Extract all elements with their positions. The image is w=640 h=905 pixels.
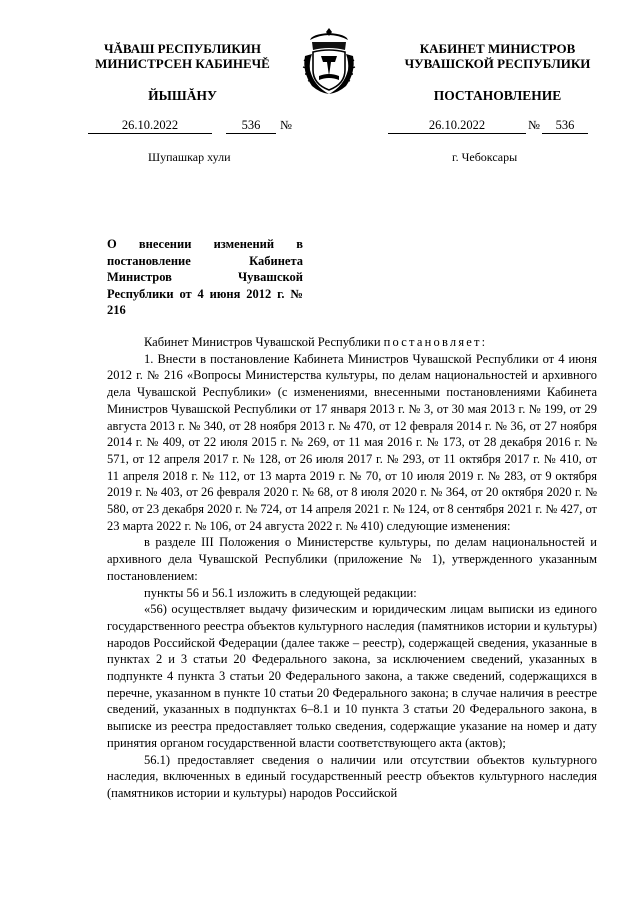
paragraph-2: в разделе III Положения о Министерстве культуры, по делам национальностей и архивного дела Чувашской Республики (приложение № 1), утвержденного указанным постановлением:: [107, 535, 597, 583]
number-sign-russian: №: [528, 118, 540, 132]
date-number-line-chuvash: [88, 118, 298, 134]
number-sign-chuvash: №: [280, 118, 292, 132]
date-russian: 26.10.2022: [388, 118, 526, 134]
issuer-russian-header: [380, 41, 615, 71]
date-chuvash: 26.10.2022: [88, 118, 212, 134]
issuer-chuvash-line1: ЧĂВАШ РЕСПУБЛИКИН: [103, 41, 262, 56]
number-chuvash: 536: [226, 118, 276, 134]
intro-decree-word: постановляет:: [383, 335, 488, 349]
intro-lead: Кабинет Министров Чувашской Республики: [144, 335, 384, 349]
issuer-russian-line1: КАБИНЕТ МИНИСТРОВ: [419, 41, 576, 56]
intro-paragraph: [107, 334, 597, 351]
place-chuvash: Шупашкар хули: [148, 150, 231, 164]
doctype-russian: ПОСТАНОВЛЕНИЕ: [433, 88, 562, 103]
paragraph-1: 1. Внести в постановление Кабинета Министров Чувашской Республики от 4 июня 2012 г. № 216 «Вопросы Министерства культуры, по делам национальностей и архивного дела Чувашской Республики» (с изменениями, внесенными постановлениями Кабинета Министров Чувашской Республики от 17 января 2013 г. № 3, от 30 мая 2013 г. № 199, от 29 августа 2013 г. № 340, от 28 ноября 2013 г. № 470, от 12 февраля 2014 г. № 36, от 27 ноября 2014 г. № 409, от 22 июля 2015 г. № 269, от 11 мая 2016 г. № 173, от 28 декабря 2016 г. № 571, от 12 апреля 2017 г. № 128, от 26 июля 2017 г. № 293, от 11 октября 2017 г. № 410, от 11 апреля 2018 г. № 112, от 13 марта 2019 г. № 70, от 10 июля 2019 г. № 283, от 9 октября 2019 г. № 403, от 26 февраля 2020 г. № 68, от 8 июля 2020 г. № 364, от 20 октября 2020 г. № 580, от 23 декабря 2020 г. № 724, от 14 апреля 2021 г. № 124, от 8 сентября 2021 г. № 427, от 23 марта 2022 г. № 106, от 24 августа 2022 г. № 410) следующие изменения:: [107, 351, 597, 533]
paragraph-3: пункты 56 и 56.1 изложить в следующей редакции:: [144, 585, 417, 600]
document-body: [107, 334, 597, 802]
paragraph-4: «56) осуществляет выдачу физическим и юридическим лицам выписки из единого государственного реестра объектов культурного наследия (памятников истории и культуры) народов Российской Федерации (далее также – реестр), содержащей сведения, указанные в пунктах 2 и 3 статьи 20 Федерального закона, за исключением сведений, указанных в подпункте 4 пункта 3 статьи 20 Федерального закона, а также сведений, содержащихся в перечне, указанном в пункте 10 статьи 20 Федерального закона; в случае наличия в реестре сведений, указанных в подпунктах 6–8.1 и 10 пункта 3 статьи 20 Федерального закона, в выписке из реестра предоставляет только сведения, содержащие указание на номер и дату принятия органом государственной власти соответствующего акта (актов);: [107, 602, 597, 750]
number-russian: 536: [542, 118, 588, 134]
place-russian: г. Чебоксары: [452, 150, 518, 164]
issuer-chuvash-header: [80, 41, 285, 71]
doctype-chuvash: ЙЫШĂНУ: [148, 88, 217, 103]
coat-of-arms-emblem-icon: [302, 26, 356, 96]
paragraph-5: 56.1) предоставляет сведения о наличии или отсутствии объектов культурного наследия, включенных в единый государственный реестр объектов культурного наследия (памятников истории и культуры) народов Российской: [107, 752, 597, 800]
issuer-russian-line2: ЧУВАШСКОЙ РЕСПУБЛИКИ: [404, 56, 591, 71]
document-subject: О внесении изменений в постановление Кабинета Министров Чувашской Республики от 4 июня 2012 г. № 216: [107, 237, 303, 317]
issuer-chuvash-line2: МИНИСТРСЕН КАБИНЕЧĚ: [95, 56, 270, 71]
date-number-line-russian: [388, 118, 588, 134]
